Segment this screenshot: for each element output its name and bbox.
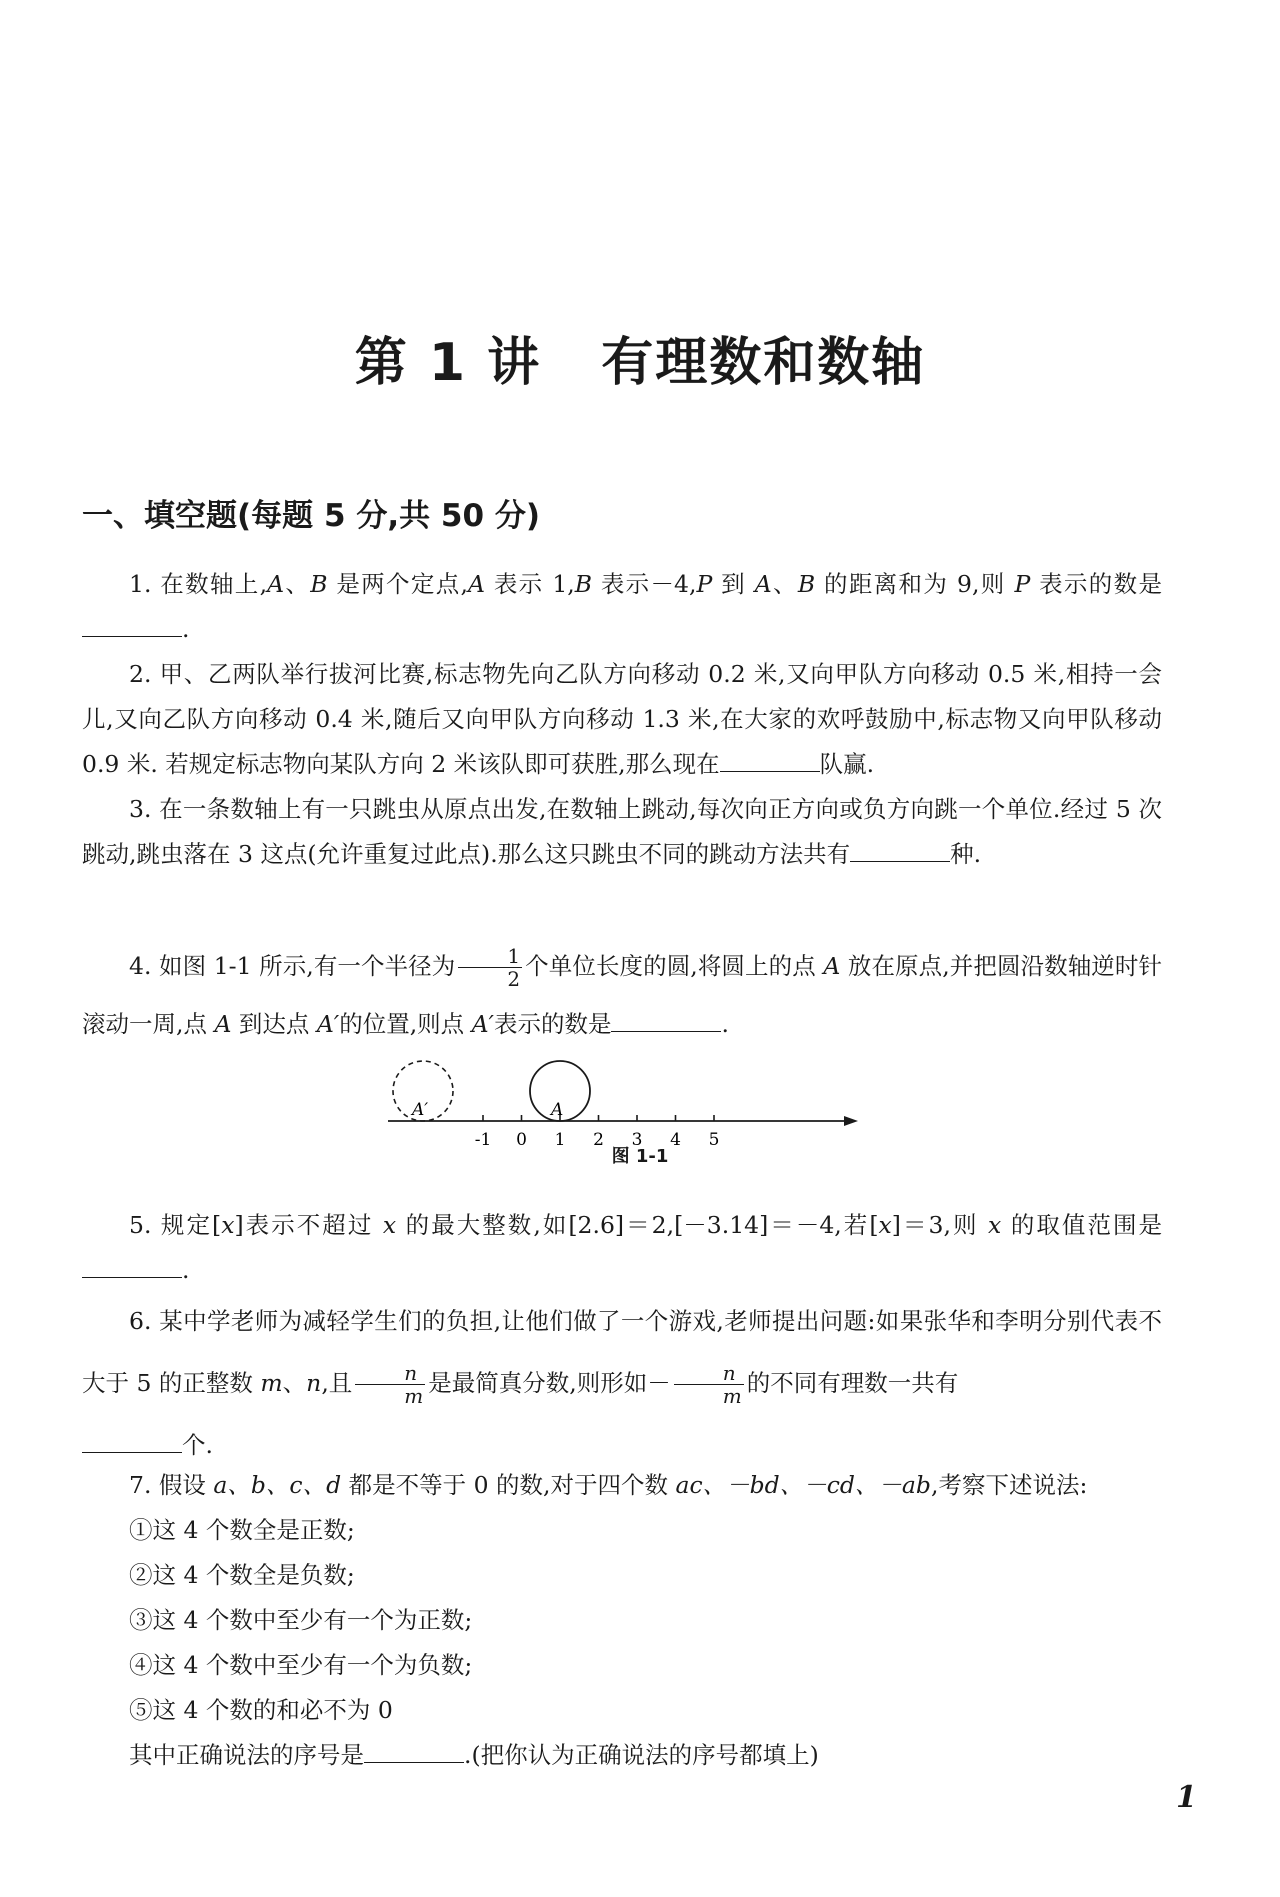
q4-var: A bbox=[214, 1010, 232, 1038]
q1-var: A bbox=[267, 570, 285, 598]
q1-var: A bbox=[754, 570, 772, 598]
fraction-numerator: 1 bbox=[458, 945, 522, 968]
answer-blank[interactable] bbox=[364, 1737, 464, 1763]
answer-blank[interactable] bbox=[82, 1427, 182, 1453]
answer-blank[interactable] bbox=[850, 836, 950, 862]
q1-text: 表示 1, bbox=[485, 570, 575, 598]
q4-text: . bbox=[721, 1010, 729, 1038]
fraction-numerator: n bbox=[674, 1362, 744, 1385]
title-lecture-number: 第 1 讲 bbox=[354, 333, 542, 393]
q6-var: n bbox=[306, 1369, 322, 1397]
q7-text: .(把你认为正确说法的序号都填上) bbox=[464, 1741, 819, 1769]
q7-text: 7. 假设 bbox=[129, 1471, 214, 1499]
q7-numbers: ac、－bd、－cd、－ab bbox=[675, 1471, 931, 1499]
q1-text: 、 bbox=[284, 570, 311, 598]
q1-text: 表示－4, bbox=[592, 570, 697, 598]
axis-arrow bbox=[844, 1116, 858, 1126]
q4-text: 到达点 bbox=[231, 1010, 317, 1038]
page-title bbox=[0, 320, 1280, 395]
question-7 bbox=[82, 1463, 1162, 1778]
axis-tick-label: 4 bbox=[670, 1130, 681, 1150]
q4-text: 4. 如图 1-1 所示,有一个半径为 bbox=[129, 952, 456, 980]
page-number: 1 bbox=[1176, 1780, 1197, 1815]
q1-text: 表示的数是 bbox=[1030, 570, 1162, 598]
section-heading: 一、填空题(每题 5 分,共 50 分) bbox=[82, 498, 540, 534]
q5-var: x bbox=[988, 1211, 1002, 1239]
q6-text: 是最简真分数,则形如－ bbox=[428, 1369, 671, 1397]
q7-text: ,考察下述说法: bbox=[930, 1471, 1088, 1499]
q4-var: A′ bbox=[316, 1010, 340, 1038]
q5-text: ]表示不超过 bbox=[234, 1211, 383, 1239]
q1-var: A bbox=[468, 570, 486, 598]
q4-text: 的位置,则点 bbox=[339, 1010, 472, 1038]
axis-tick-label: 2 bbox=[593, 1130, 604, 1150]
q6-text: 6. 某中学老师为减轻学生们的负担,让他们做了一个游戏,老师提出问题:如果张华和李明分别代表不大于 5 的正整数 bbox=[82, 1307, 1162, 1397]
label-a: A bbox=[551, 1100, 564, 1120]
q6-text: ,且 bbox=[321, 1369, 353, 1397]
q1-text: 的距离和为 9,则 bbox=[815, 570, 1015, 598]
q4-text: 放在原点,并把圆沿数轴逆时针滚动一周,点 bbox=[82, 952, 1162, 1038]
q1-var: B bbox=[797, 570, 816, 598]
q1-var: P bbox=[696, 570, 713, 598]
q1-text: 、 bbox=[771, 570, 798, 598]
label-a-prime: A′ bbox=[412, 1100, 429, 1120]
q5-var: x bbox=[382, 1211, 397, 1239]
statement-item: ③这 4 个数中至少有一个为正数; bbox=[129, 1606, 473, 1634]
q1-text: 到 bbox=[712, 570, 755, 598]
q1-text: . bbox=[182, 615, 190, 643]
q5-text: . bbox=[182, 1256, 190, 1284]
fraction-one-half bbox=[458, 945, 522, 990]
q3-text: 种. bbox=[950, 840, 982, 868]
fraction-n-over-m bbox=[355, 1362, 425, 1407]
q4-text: 表示的数是 bbox=[493, 1010, 612, 1038]
question-2 bbox=[82, 652, 1162, 787]
axis-tick-label: 1 bbox=[554, 1130, 566, 1150]
fraction-numerator: n bbox=[355, 1362, 425, 1385]
question-6 bbox=[82, 1290, 1162, 1476]
q5-var: x bbox=[878, 1211, 892, 1239]
statement-item: ⑤这 4 个数的和必不为 0 bbox=[129, 1696, 393, 1724]
q5-text: 的最大整数,如[2.6]＝2,[－3.14]＝－4,若[ bbox=[396, 1211, 879, 1239]
axis-tick-label: 5 bbox=[708, 1130, 720, 1150]
axis-tick-label: 3 bbox=[631, 1130, 643, 1150]
answer-blank[interactable] bbox=[611, 1006, 721, 1032]
fraction-n-over-m bbox=[674, 1362, 744, 1407]
fraction-denominator: m bbox=[722, 1384, 742, 1408]
question-3 bbox=[82, 787, 1162, 877]
figure-caption: 图 1-1 bbox=[611, 1146, 669, 1167]
q7-vars: a、b、c、d bbox=[213, 1471, 342, 1499]
q7-text: 都是不等于 0 的数,对于四个数 bbox=[341, 1471, 676, 1499]
axis-tick-label: -1 bbox=[474, 1130, 492, 1150]
q5-text: 5. 规定[ bbox=[129, 1211, 222, 1239]
fraction-denominator: 2 bbox=[507, 967, 521, 991]
q6-var: m bbox=[260, 1369, 283, 1397]
q1-var: P bbox=[1014, 570, 1031, 598]
answer-blank[interactable] bbox=[720, 746, 820, 772]
q2-text: 队赢. bbox=[819, 750, 875, 778]
question-4 bbox=[82, 937, 1162, 1053]
question-5 bbox=[82, 1203, 1162, 1293]
fraction-denominator: m bbox=[404, 1384, 424, 1408]
q6-text: 个. bbox=[182, 1431, 213, 1459]
q6-text: 的不同有理数一共有 bbox=[746, 1369, 959, 1397]
question-1 bbox=[82, 562, 1162, 652]
title-topic: 有理数和数轴 bbox=[601, 333, 926, 393]
q4-var: A bbox=[823, 952, 841, 980]
q3-text: 3. 在一条数轴上有一只跳虫从原点出发,在数轴上跳动,每次向正方向或负方向跳一个单位.经过 5 次跳动,跳虫落在 3 这点(允许重复过此点).那么这只跳虫不同的跳动方法共有 bbox=[82, 795, 1162, 868]
q4-text: 个单位长度的圆,将圆上的点 bbox=[525, 952, 824, 980]
q1-text: 是两个定点, bbox=[327, 570, 469, 598]
axis-tick-label: 0 bbox=[516, 1130, 527, 1150]
q5-var: x bbox=[221, 1211, 235, 1239]
q1-text: 1. 在数轴上, bbox=[129, 570, 268, 598]
q5-text: ]＝3,则 bbox=[891, 1211, 989, 1239]
q4-var: A′ bbox=[471, 1010, 494, 1038]
q2-text: 2. 甲、乙两队举行拔河比赛,标志物先向乙队方向移动 0.2 米,又向甲队方向移动 0.5 米,相持一会儿,又向乙队方向移动 0.4 米,随后又向甲队方向移动 1.3 米,在大家的欢呼鼓励中,标志物又向甲队移动 0.9 米. 若规定标志物向某队方向 2 米该队即可获胜,那么现在 bbox=[82, 660, 1162, 778]
statement-item: ①这 4 个数全是正数; bbox=[129, 1516, 355, 1544]
answer-blank[interactable] bbox=[82, 611, 182, 637]
q1-var: B bbox=[310, 570, 328, 598]
q7-text: 其中正确说法的序号是 bbox=[129, 1741, 364, 1769]
statement-item: ④这 4 个数中至少有一个为负数; bbox=[129, 1651, 473, 1679]
q1-var: B bbox=[574, 570, 593, 598]
q6-text: 、 bbox=[282, 1369, 307, 1397]
answer-blank[interactable] bbox=[82, 1252, 182, 1278]
q5-text: 的取值范围是 bbox=[1001, 1211, 1163, 1239]
statement-item: ②这 4 个数全是负数; bbox=[129, 1561, 355, 1589]
